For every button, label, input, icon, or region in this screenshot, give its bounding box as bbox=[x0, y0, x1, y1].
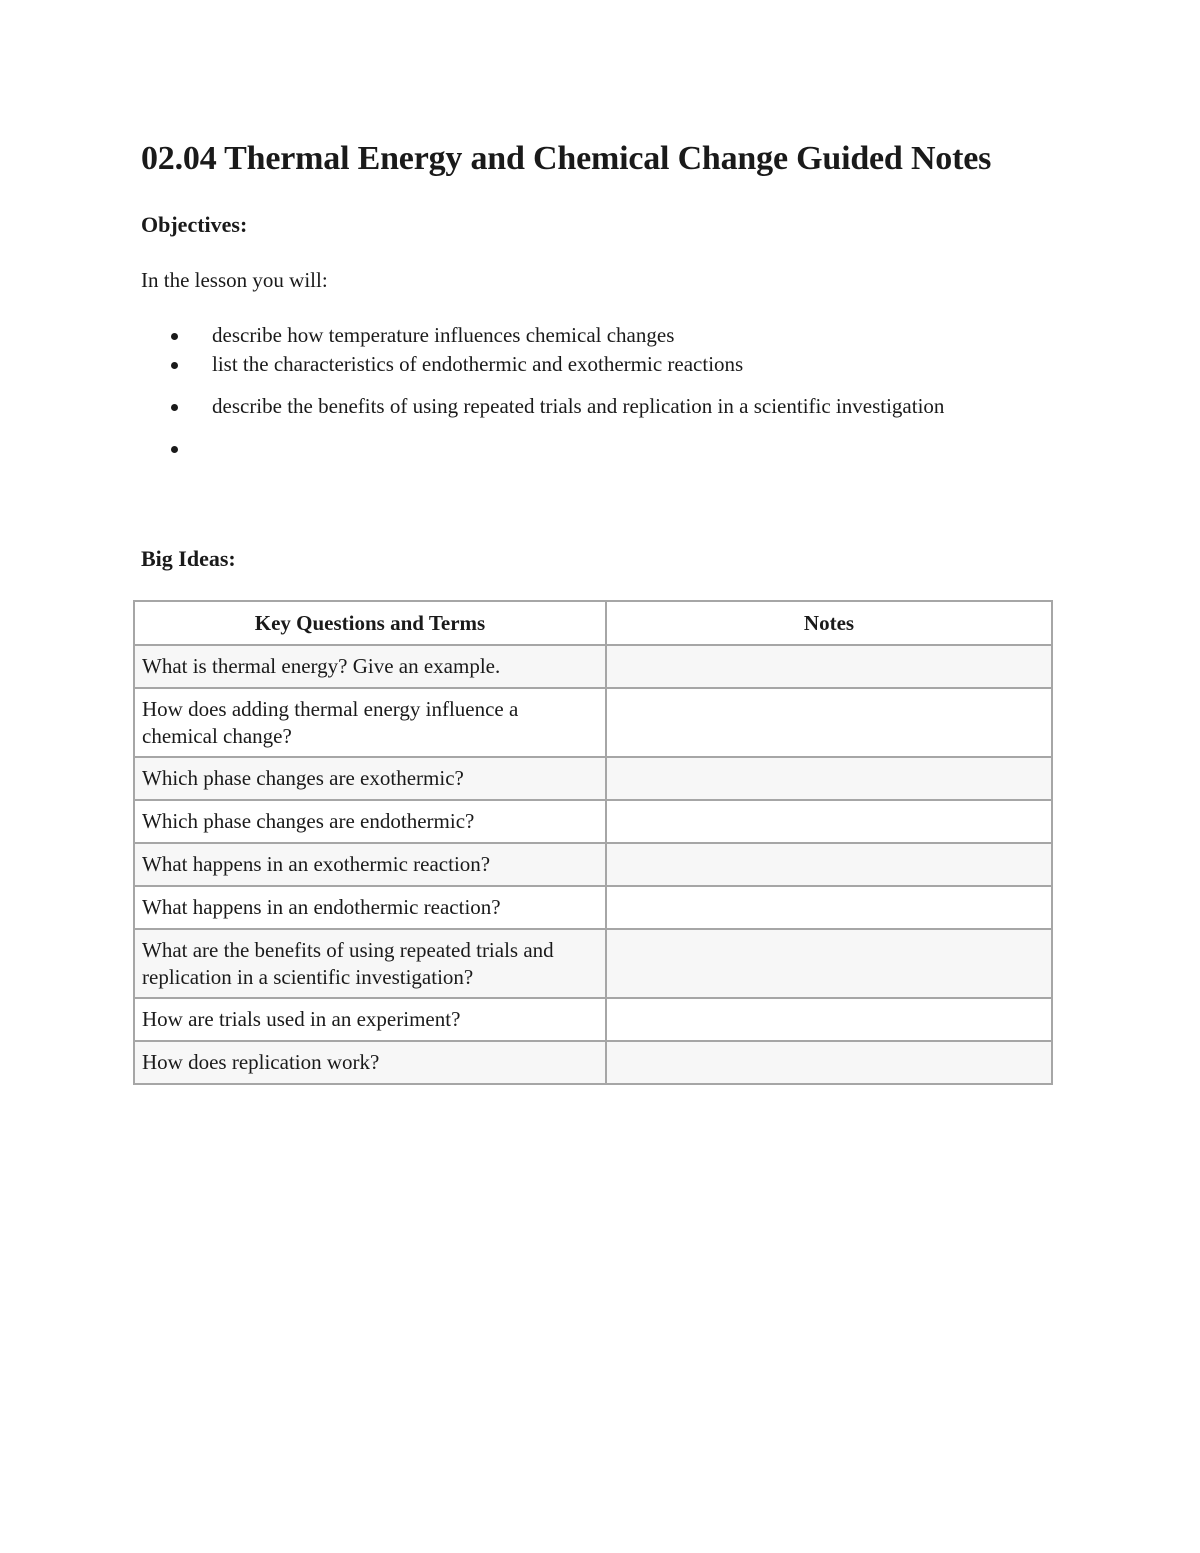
table-row bbox=[134, 886, 1052, 929]
question-cell: Which phase changes are endothermic? bbox=[134, 800, 606, 843]
table-row bbox=[134, 688, 1052, 757]
table-row bbox=[134, 843, 1052, 886]
big-ideas-heading: Big Ideas: bbox=[141, 546, 236, 571]
column-header-notes: Notes bbox=[606, 601, 1052, 645]
notes-cell[interactable] bbox=[606, 645, 1052, 688]
bullet-icon bbox=[171, 446, 178, 453]
bullet-icon bbox=[171, 362, 178, 369]
table-row bbox=[134, 757, 1052, 800]
table-row bbox=[134, 998, 1052, 1041]
table-row bbox=[134, 1041, 1052, 1084]
table-header-row bbox=[134, 601, 1052, 645]
notes-cell[interactable] bbox=[606, 757, 1052, 800]
notes-cell[interactable] bbox=[606, 998, 1052, 1041]
page-title: 02.04 Thermal Energy and Chemical Change Guided Notes bbox=[141, 140, 992, 177]
objective-text: describe the benefits of using repeated trials and replication in a scientific investigation bbox=[212, 394, 945, 418]
notes-cell[interactable] bbox=[606, 688, 1052, 757]
question-cell: How are trials used in an experiment? bbox=[134, 998, 606, 1041]
question-cell: How does adding thermal energy influence a chemical change? bbox=[134, 688, 606, 757]
objective-text: list the characteristics of endothermic and exothermic reactions bbox=[212, 352, 744, 376]
table-row bbox=[134, 929, 1052, 998]
objective-text: describe how temperature influences chemical changes bbox=[212, 323, 675, 347]
bullet-icon bbox=[171, 404, 178, 411]
table-row bbox=[134, 645, 1052, 688]
column-header-questions: Key Questions and Terms bbox=[134, 601, 606, 645]
bullet-icon bbox=[171, 333, 178, 340]
objectives-intro: In the lesson you will: bbox=[141, 268, 328, 292]
question-cell: How does replication work? bbox=[134, 1041, 606, 1084]
objectives-heading: Objectives: bbox=[141, 212, 248, 237]
notes-cell[interactable] bbox=[606, 800, 1052, 843]
notes-cell[interactable] bbox=[606, 1041, 1052, 1084]
question-cell: What happens in an exothermic reaction? bbox=[134, 843, 606, 886]
notes-cell[interactable] bbox=[606, 886, 1052, 929]
notes-table bbox=[133, 600, 1053, 1085]
notes-cell[interactable] bbox=[606, 843, 1052, 886]
question-cell: What are the benefits of using repeated trials and replication in a scientific investigation? bbox=[134, 929, 606, 998]
notes-cell[interactable] bbox=[606, 929, 1052, 998]
question-cell: Which phase changes are exothermic? bbox=[134, 757, 606, 800]
question-cell: What is thermal energy? Give an example. bbox=[134, 645, 606, 688]
table-row bbox=[134, 800, 1052, 843]
question-cell: What happens in an endothermic reaction? bbox=[134, 886, 606, 929]
